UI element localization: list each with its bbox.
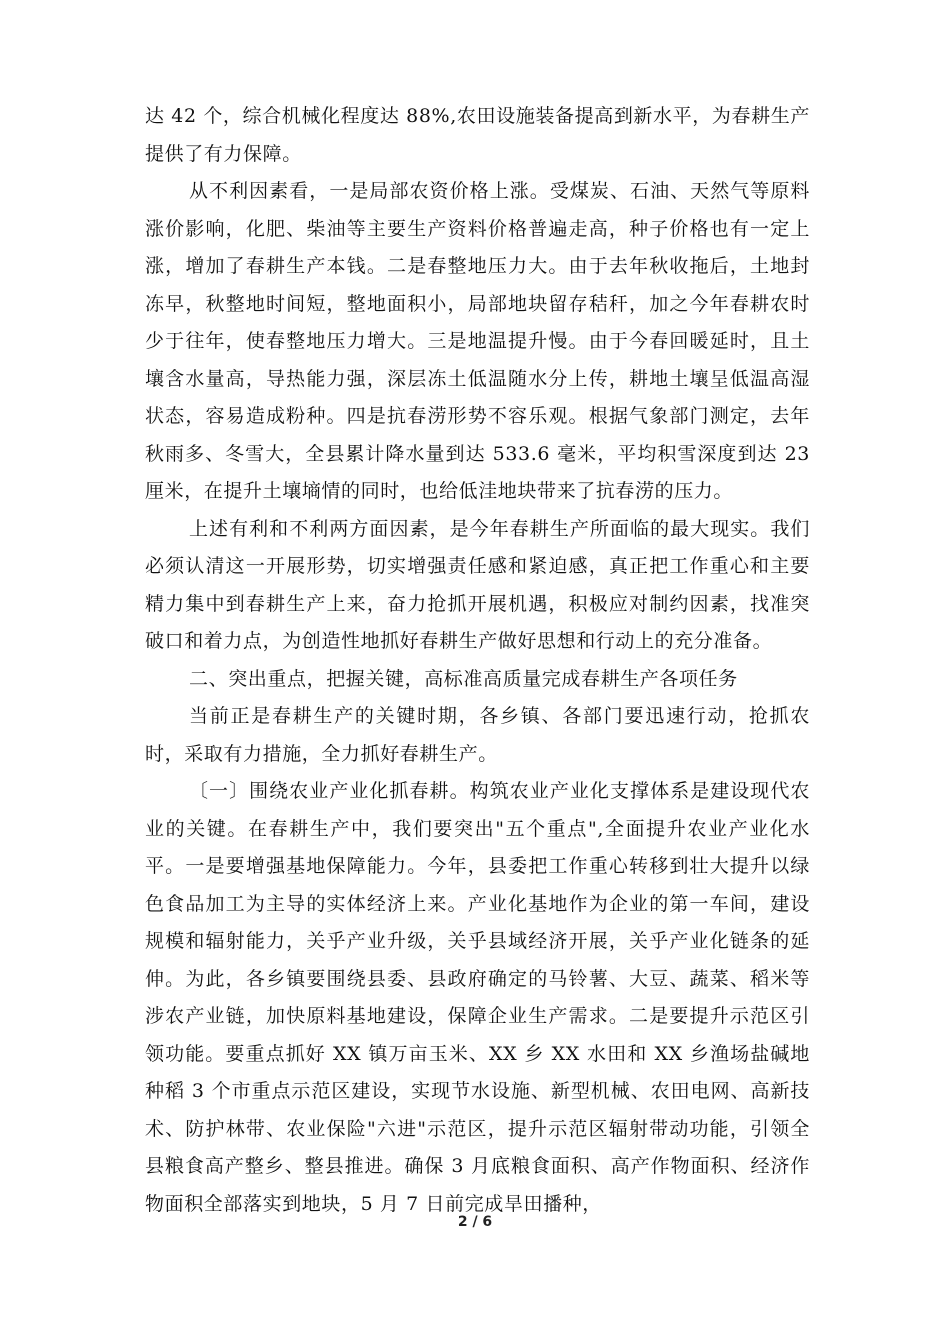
section-heading: 二、突出重点，把握关键，高标准高质量完成春耕生产各项任务 — [189, 667, 738, 690]
paragraph-key-period: 当前正是春耕生产的关键时期，各乡镇、各部门要迅速行动，抢抓农时，采取有力措施，全力抓好春耕生产。 — [145, 705, 810, 765]
paragraph-continuation: 达 42 个，综合机械化程度达 88%,农田设施装备提高到新水平，为春耕生产提供了有力保障。 — [145, 105, 810, 165]
document-body — [145, 98, 810, 1223]
paragraph-industrialization: 〔一〕围绕农业产业化抓春耕。构筑农业产业化支撑体系是建设现代农业的关键。在春耕生产中，我们要突出"五个重点",全面提升农业产业化水平。一是要增强基地保障能力。今年，县委把工作重心转移到壮大提升以绿色食品加工为主导的实体经济上来。产业化基地作为企业的第一车间，建设规模和辐射能力，关乎产业升级，关乎县域经济开展，关乎产业化链条的延伸。为此，各乡镇要围绕县委、县政府确定的马铃薯、大豆、蔬菜、稻米等涉农产业链，加快原料基地建设，保障企业生产需求。二是要提升示范区引领功能。要重点抓好 XX 镇万亩玉米、XX 乡 XX 水田和 XX 乡渔场盐碱地种稻 3 个市重点示范区建设，实现节水设施、新型机械、农田电网、高新技术、防护林带、农业保险"六进"示范区，提升示范区辐射带动功能，引领全县粮食高产整乡、整县推进。确保 3 月底粮食面积、高产作物面积、经济作物面积全部落实到地块，5 月 7 日前完成旱田播种， — [145, 780, 810, 1215]
page-number: 2 / 6 — [457, 1214, 493, 1230]
paragraph-unfavorable-factors: 从不利因素看，一是局部农资价格上涨。受煤炭、石油、天然气等原料涨价影响，化肥、柴油等主要生产资料价格普遍走高，种子价格也有一定上涨，增加了春耕生产本钱。二是春整地压力大。由于去年秋收拖后，土地封冻早，秋整地时间短，整地面积小，局部地块留存秸秆，加之今年春耕农时少于往年，使春整地压力增大。三是地温提升慢。由于今春回暖延时，且土壤含水量高，导热能力强，深层冻土低温随水分上传，耕地土壤呈低温高湿状态，容易造成粉种。四是抗春涝形势不容乐观。根据气象部门测定，去年秋雨多、冬雪大，全县累计降水量到达 533.6 毫米，平均积雪深度到达 23 厘米，在提升土壤墒情的同时，也给低洼地块带来了抗春涝的压力。 — [145, 180, 810, 502]
paragraph-summary: 上述有利和不利两方面因素，是今年春耕生产所面临的最大现实。我们必须认清这一开展形势，切实增强责任感和紧迫感，真正把工作重心和主要精力集中到春耕生产上来，奋力抢抓开展机遇，积极应对制约因素，找准突破口和着力点，为创造性地抓好春耕生产做好思想和行动上的充分准备。 — [145, 517, 810, 652]
